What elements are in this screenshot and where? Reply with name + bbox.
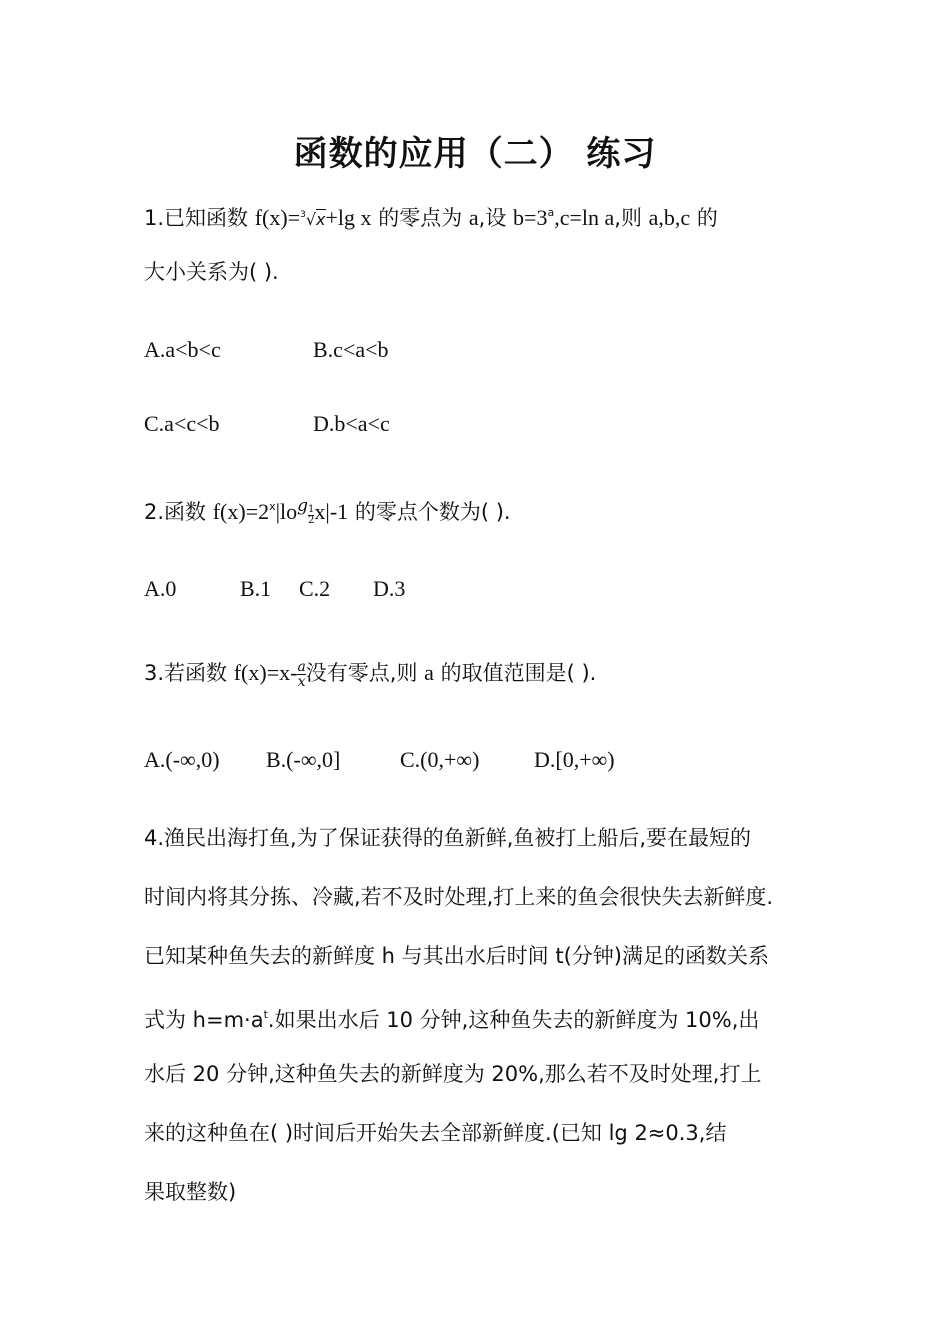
question-4-line-4: 式为 $h=m\cdot a^t$.如果出水后 10 分钟,这种鱼失去的新鲜度为 10%,出 <box>144 1008 760 1032</box>
q1-fx: f(x)= <box>254 205 301 230</box>
page-title: 函数的应用（二） 练习 <box>293 134 657 174</box>
q2-option-a: A.0 <box>144 576 177 601</box>
q1-option-c: C.a<c<b <box>144 411 220 436</box>
question-1-line-1: 1.已知函数 f(x)=$^3$√x+lg x 的零点为 a,设 $b=3^a,c=\ln$ a,则 a,b,c 的 <box>144 198 718 235</box>
q1-prefix: 1.已知函数 <box>144 206 255 230</box>
q3-option-b: B.(-∞,0] <box>266 747 341 772</box>
q1-lg: +lg x <box>325 205 372 230</box>
question-4-line-7: 果取整数) <box>144 1180 237 1204</box>
q3-option-c: C.(0,+∞) <box>400 747 480 772</box>
q3-option-d: D.[0,+∞) <box>534 747 615 772</box>
q1-option-b: B.c<a<b <box>313 337 389 362</box>
question-4-line-5: 水后 20 分钟,这种鱼失去的新鲜度为 20%,那么若不及时处理,打上 <box>144 1062 762 1086</box>
question-4-line-3: 已知某种鱼失去的新鲜度 h 与其出水后时间 t(分钟)满足的函数关系 <box>144 944 769 968</box>
question-1-line-2: 大小关系为( ). <box>144 260 279 284</box>
question-3: 3.若函数 f(x)=x- $\frac{a}{x}$ 没有零点,则 a 的取值范围是( ). <box>144 658 597 690</box>
question-4-line-6: 来的这种鱼在( )时间后开始失去全部新鲜度.(已知 lg 2≈0.3,结 <box>144 1121 727 1145</box>
q1-option-d: D.b<a<c <box>313 411 390 436</box>
q2-fraction: $\frac{1}{2}$ <box>308 504 315 526</box>
q1-option-a: A.a<b<c <box>144 337 221 362</box>
q1-cube-root: $^3$√x <box>300 210 326 229</box>
q2-option-c: C.2 <box>299 576 331 601</box>
question-4-line-2: 时间内将其分拣、冷藏,若不及时处理,打上来的鱼会很快失去新鲜度. <box>144 885 774 909</box>
q2-option-d: D.3 <box>373 576 406 601</box>
q3-option-a: A.(-∞,0) <box>144 747 220 772</box>
q3-fraction: $\frac{a}{x}$ <box>297 658 306 690</box>
q2-option-b: B.1 <box>240 576 272 601</box>
question-2: 2.函数 $f(x)=2^x|lo^g$ $\frac{1}{2}$ x|-1 的零点个数为( ). <box>144 496 511 526</box>
question-4-line-1: 4.渔民出海打鱼,为了保证获得的鱼新鲜,鱼被打上船后,要在最短的 <box>144 826 752 850</box>
